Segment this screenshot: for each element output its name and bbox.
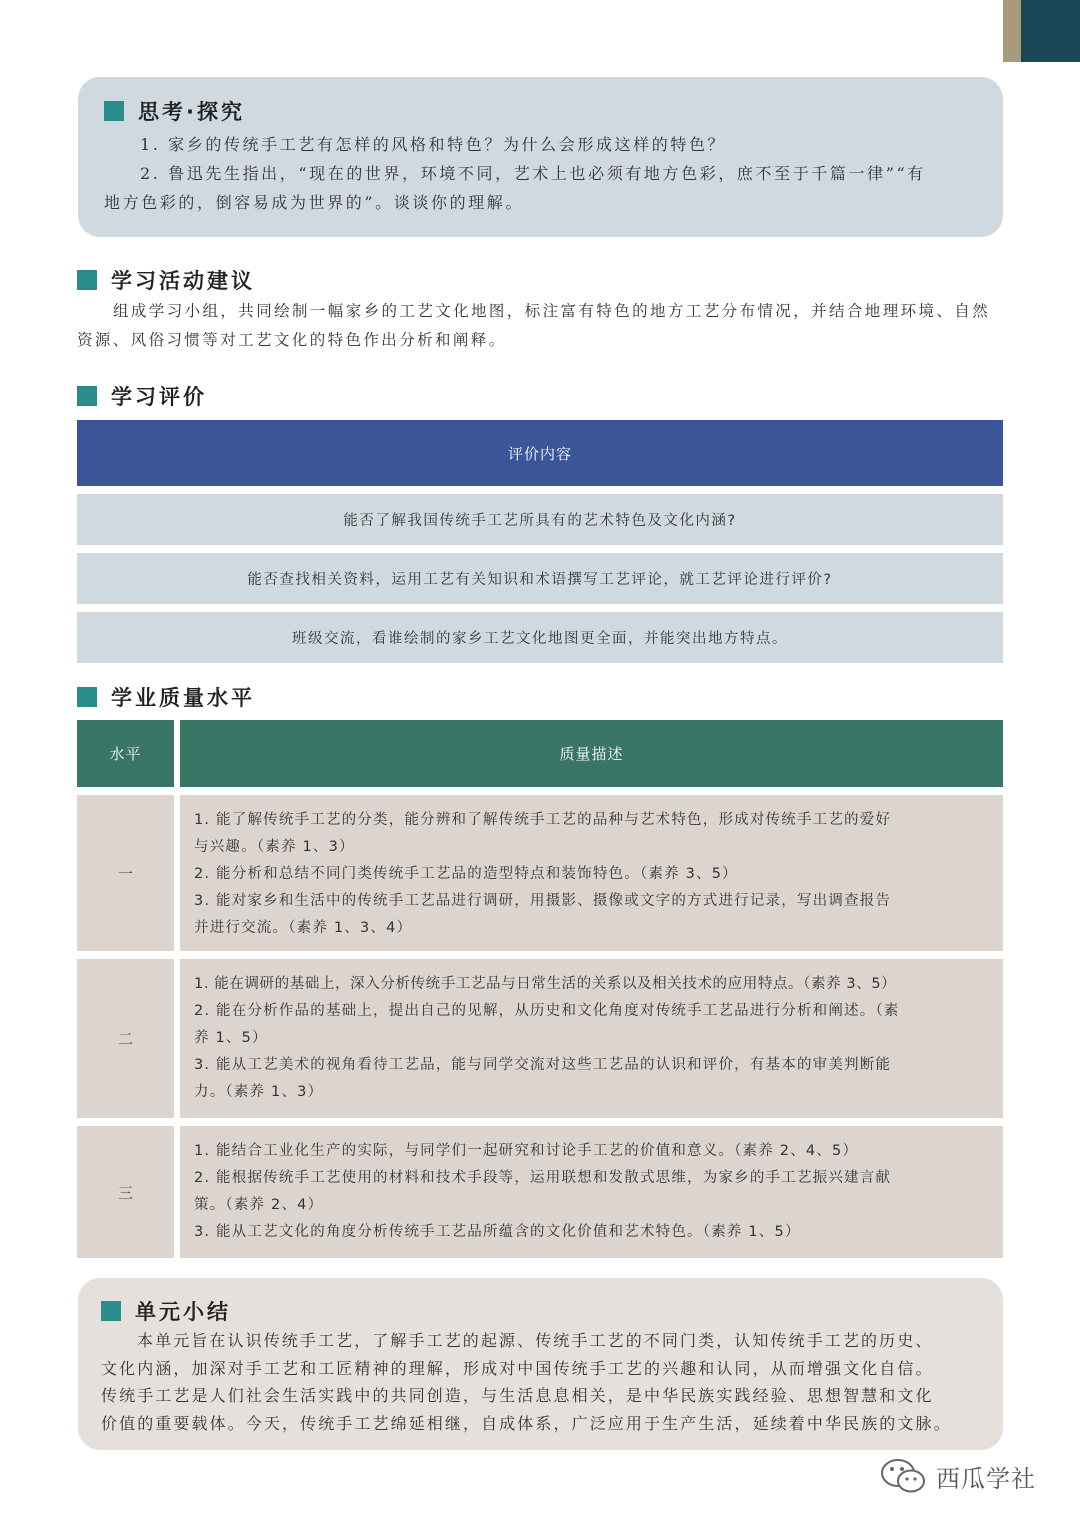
quality-line: 2. 能在分析作品的基础上，提出自己的见解，从历史和文化角度对传统手工艺品进行分析和阐述。（素 (194, 1003, 900, 1019)
quality-col-description: 质量描述 (180, 720, 1003, 787)
think-line: 2. 鲁迅先生指出，“现在的世界，环境不同，艺术上也必须有地方色彩，庶不至于千篇一律”“有 (140, 164, 926, 183)
quality-line: 1. 能了解传统手工艺的分类，能分辨和了解传统手工艺的品种与艺术特色，形成对传统手工艺的爱好 (194, 812, 892, 828)
quality-line: 2. 能分析和总结不同门类传统手工艺品的造型特点和装饰特色。（素养 3、5） (194, 866, 738, 882)
evaluation-heading (77, 381, 207, 411)
evaluation-row: 能否查找相关资料，运用工艺有关知识和术语撰写工艺评论，就工艺评论进行评价? (77, 553, 1003, 604)
corner-decoration-tan (1003, 0, 1021, 62)
summary-line: 文化内涵，加深对手工艺和工匠精神的理解，形成对中国传统手工艺的兴趣和认同，从而增强文化自信。 (101, 1358, 934, 1378)
watermark-text: 西瓜学社 (936, 1464, 1036, 1493)
quality-line: 与兴趣。（素养 1、3） (194, 839, 355, 855)
wechat-icon (878, 1456, 930, 1496)
watermark (878, 1456, 1036, 1496)
quality-line: 2. 能根据传统手工艺使用的材料和技术手段等，运用联想和发散式思维，为家乡的手工艺振兴建言献 (194, 1170, 892, 1186)
quality-line: 3. 能从工艺美术的视角看待工艺品，能与同学交流对这些工艺品的认识和评价，有基本的审美判断能 (194, 1057, 892, 1073)
quality-line: 3. 能对家乡和生活中的传统手工艺品进行调研，用摄影、摄像或文字的方式进行记录，写出调查报告 (194, 893, 892, 909)
summary-title: 单元小结 (135, 1300, 231, 1324)
activity-line: 资源、风俗习惯等对工艺文化的特色作出分析和阐释。 (77, 331, 507, 349)
quality-description-cell (180, 959, 1003, 1118)
think-explore-text (104, 130, 984, 217)
quality-title: 学业质量水平 (111, 686, 255, 710)
evaluation-row: 班级交流，看谁绘制的家乡工艺文化地图更全面，并能突出地方特点。 (77, 612, 1003, 663)
quality-line: 1. 能结合工业化生产的实际，与同学们一起研究和讨论手工艺的价值和意义。（素养 2、4、5） (194, 1143, 859, 1159)
quality-line: 力。（素养 1、3） (194, 1084, 324, 1100)
section-square-icon (77, 687, 97, 707)
think-line: 地方色彩的，倒容易成为世界的”。谈谈你的理解。 (104, 193, 524, 212)
evaluation-row: 能否了解我国传统手工艺所具有的艺术特色及文化内涵? (77, 494, 1003, 545)
quality-description-cell (180, 1126, 1003, 1258)
evaluation-table-header: 评价内容 (77, 420, 1003, 486)
section-square-icon (104, 101, 124, 121)
quality-heading (77, 682, 255, 712)
quality-level-cell: 一 (77, 795, 174, 951)
think-explore-title: 思考·探究 (138, 100, 245, 124)
section-square-icon (77, 270, 97, 290)
summary-line: 传统手工艺是人们社会生活实践中的共同创造，与生活息息相关，是中华民族实践经验、思想智慧和文化 (101, 1386, 934, 1405)
quality-level-cell: 三 (77, 1126, 174, 1258)
activity-heading (77, 265, 255, 295)
activity-text (77, 297, 1007, 355)
quality-line: 1. 能在调研的基础上，深入分析传统手工艺品与日常生活的关系以及相关技术的应用特点。（素养 3、5） (194, 976, 897, 992)
evaluation-title: 学习评价 (111, 385, 207, 409)
quality-line: 养 1、5） (194, 1030, 268, 1046)
quality-description-cell (180, 795, 1003, 951)
quality-col-level: 水平 (77, 720, 174, 787)
activity-line: 组成学习小组，共同绘制一幅家乡的工艺文化地图，标注富有特色的地方工艺分布情况，并结合地理环境、自然 (113, 302, 991, 320)
summary-heading (101, 1296, 231, 1326)
think-explore-heading (104, 96, 245, 126)
section-square-icon (77, 386, 97, 406)
summary-line: 本单元旨在认识传统手工艺，了解手工艺的起源、传统手工艺的不同门类，认知传统手工艺的历史、 (137, 1331, 934, 1350)
quality-line: 3. 能从工艺文化的角度分析传统手工艺品所蕴含的文化价值和艺术特色。（素养 1、5） (194, 1224, 801, 1240)
quality-line: 策。（素养 2、4） (194, 1197, 324, 1213)
quality-line: 并进行交流。（素养 1、3、4） (194, 920, 413, 936)
think-line: 1. 家乡的传统手工艺有怎样的风格和特色？为什么会形成这样的特色？ (140, 135, 727, 154)
summary-line: 价值的重要载体。今天，传统手工艺绵延相继，自成体系，广泛应用于生产生活，延续着中华民族的文脉。 (101, 1413, 952, 1433)
summary-text (101, 1327, 991, 1437)
corner-decoration-teal (1021, 0, 1080, 62)
section-square-icon (101, 1301, 121, 1321)
quality-level-cell: 二 (77, 959, 174, 1118)
activity-title: 学习活动建议 (111, 269, 255, 293)
